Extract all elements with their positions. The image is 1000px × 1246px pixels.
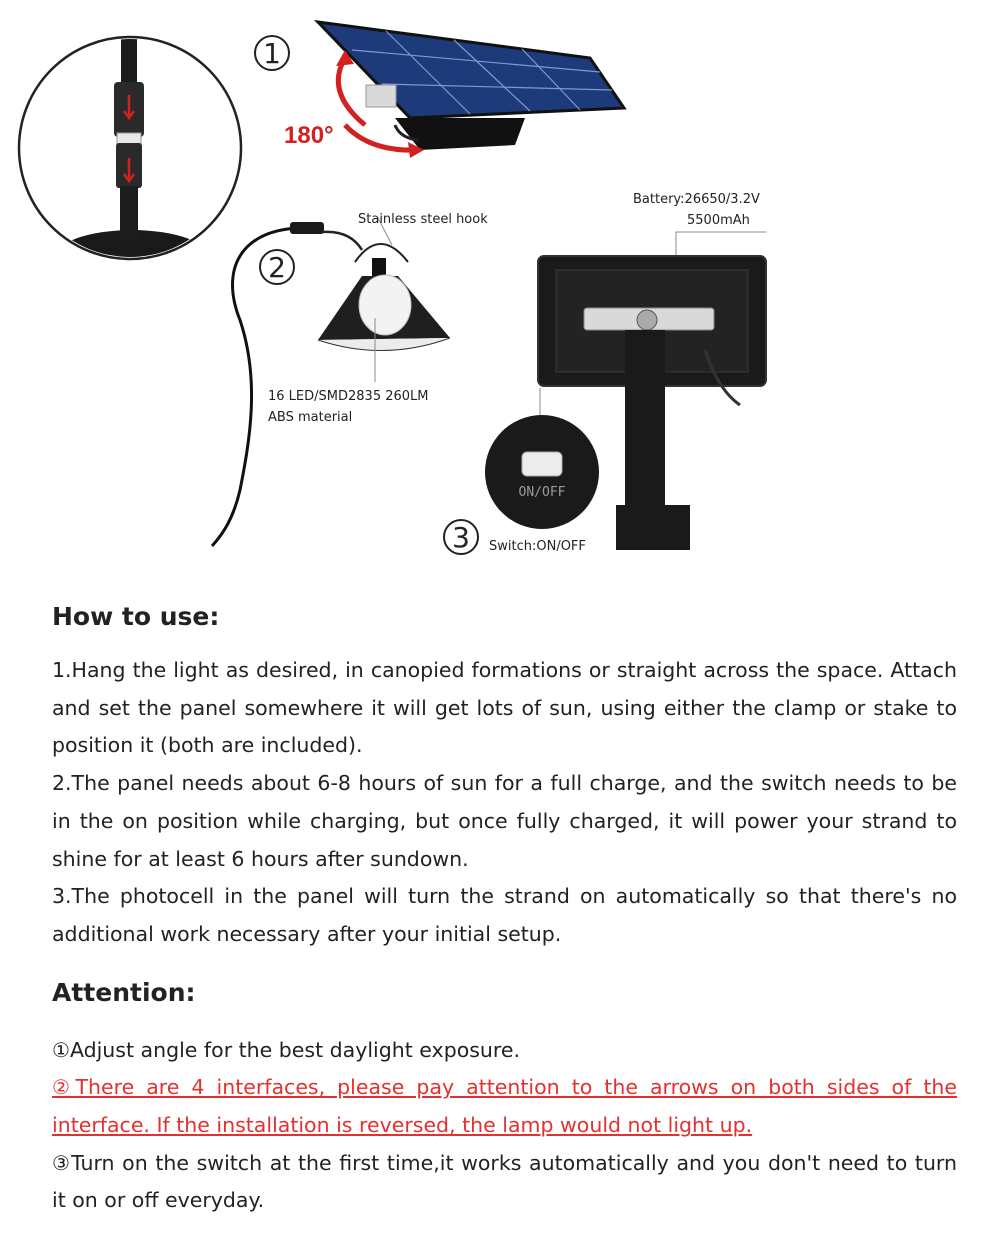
solar-panel	[318, 22, 624, 150]
marker-3-number: 3	[452, 521, 470, 554]
cable	[212, 228, 300, 546]
attention-text-3: Turn on the switch at the first time,it works automatically and you don't need to turn it on or off everyday.	[52, 1150, 957, 1213]
how-to-step-1: 1.Hang the light as desired, in canopied formations or straight across the space. Attach and set the panel somewhere it will get lots of sun, using either the clamp or stake to position it (both are included).	[52, 658, 957, 758]
connector-zoom-view	[19, 30, 241, 290]
marker-2-number: 2	[268, 251, 286, 284]
instructions-section	[52, 602, 957, 1220]
attention-item-3	[52, 1145, 957, 1220]
hook-label: Stainless steel hook	[358, 212, 488, 227]
attention-marker-2: ②	[52, 1075, 76, 1100]
attention-text-1: Adjust angle for the best daylight exposure.	[69, 1037, 521, 1062]
marker-1-number: 1	[263, 37, 281, 70]
battery-label-line1: Battery:26650/3.2V	[633, 192, 760, 207]
attention-text-2: There are 4 interfaces, please pay attention to the arrows on both sides of the interface. If the installation is reversed, the lamp would not light up.	[52, 1075, 958, 1138]
switch-zoom-view	[485, 415, 599, 529]
attention-marker-3: ③	[52, 1150, 72, 1175]
product-diagram	[0, 0, 1000, 580]
rotation-label: 180°	[284, 122, 334, 149]
led-label-line2: ABS material	[268, 410, 353, 425]
switch-label: Switch:ON/OFF	[489, 539, 586, 554]
attention-item-2-warning	[52, 1069, 957, 1144]
how-to-step-3: 3.The photocell in the panel will turn the strand on automatically so that there's no additional work necessary after your initial setup.	[52, 884, 957, 946]
marker-1	[255, 36, 289, 70]
attention-heading: Attention:	[52, 977, 196, 1007]
marker-3	[444, 520, 478, 554]
switch-button-text: ON/OFF	[518, 485, 566, 500]
battery-label-line2: 5500mAh	[687, 213, 750, 228]
pendant-lamp	[318, 232, 450, 351]
led-label-line1: 16 LED/SMD2835 260LM	[268, 389, 429, 404]
attention-marker-1: ①	[52, 1037, 70, 1062]
attention-item-1	[52, 1032, 957, 1070]
how-to-step-2: 2.The panel needs about 6-8 hours of sun for a full charge, and the switch needs to be in the on position while charging, but once fully charged, it will power your strand to shine for at least 6 hours after sundown.	[52, 771, 957, 871]
how-to-use-heading: How to use:	[52, 602, 220, 631]
marker-2	[260, 250, 294, 284]
